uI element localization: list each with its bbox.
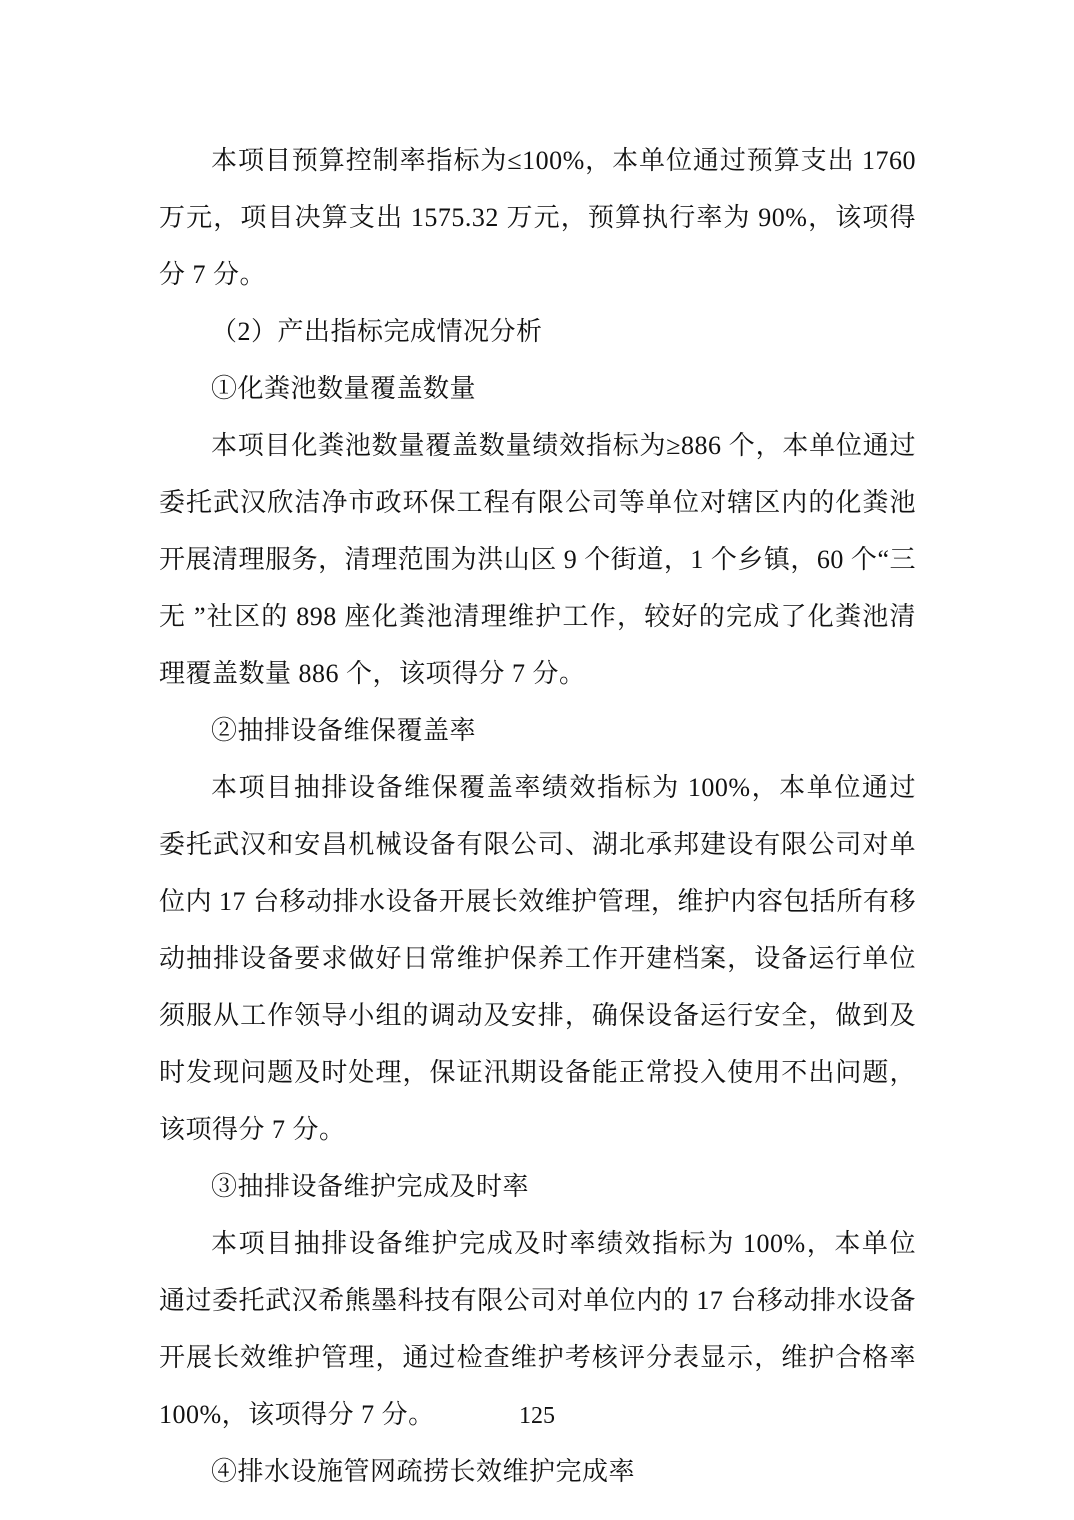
heading-septic-tank-quantity-coverage: ①化粪池数量覆盖数量 [211,374,477,403]
heading-output-indicator-analysis: （2）产出指标完成情况分析 [211,317,543,346]
heading-maintenance-timeliness-rate: ③抽排设备维护完成及时率 [211,1172,530,1201]
heading-drainage-network-maintenance-completion: ④排水设施管网疏捞长效维护完成率 [211,1457,636,1486]
paragraph-pump-equipment-maintenance-detail: 本项目抽排设备维保覆盖率绩效指标为 100%，本单位通过委托武汉和安昌机械设备有限公司、湖北承邦建设有限公司对单位内 17 台移动排水设备开展长效维护管理，维护内容包括所有移动抽排设备要求做好日常维护保养工作开建档案，设备运行单位须服从工作领导小组的调动及安排，确保设备运行安全，做到及时发现问题及时处理，保证汛期设备能正常投入使用不出问题，该项得分 7 分。 [159,773,916,1144]
page-number: 125 [519,1403,555,1429]
document-body [159,132,916,1500]
heading-pump-equipment-maintenance-coverage: ②抽排设备维保覆盖率 [211,716,477,745]
paragraph-budget-control-rate: 本项目预算控制率指标为≤100%，本单位通过预算支出 1760 万元，项目决算支出 1575.32 万元，预算执行率为 90%，该项得分 7 分。 [159,146,916,289]
paragraph-septic-tank-coverage-detail: 本项目化粪池数量覆盖数量绩效指标为≥886 个，本单位通过委托武汉欣洁净市政环保工程有限公司等单位对辖区内的化粪池开展清理服务，清理范围为洪山区 9 个街道，1 个乡镇，60 个“三无 ”社区的 898 座化粪池清理维护工作，较好的完成了化粪池清理覆盖数量 886 个，该项得分 7 分。 [159,431,916,688]
paragraph-maintenance-timeliness-detail: 本项目抽排设备维护完成及时率绩效指标为 100%，本单位通过委托武汉希熊墨科技有限公司对单位内的 17 台移动排水设备开展长效维护管理，通过检查维护考核评分表显示，维护合格率 100%，该项得分 7 分。 [159,1229,916,1429]
